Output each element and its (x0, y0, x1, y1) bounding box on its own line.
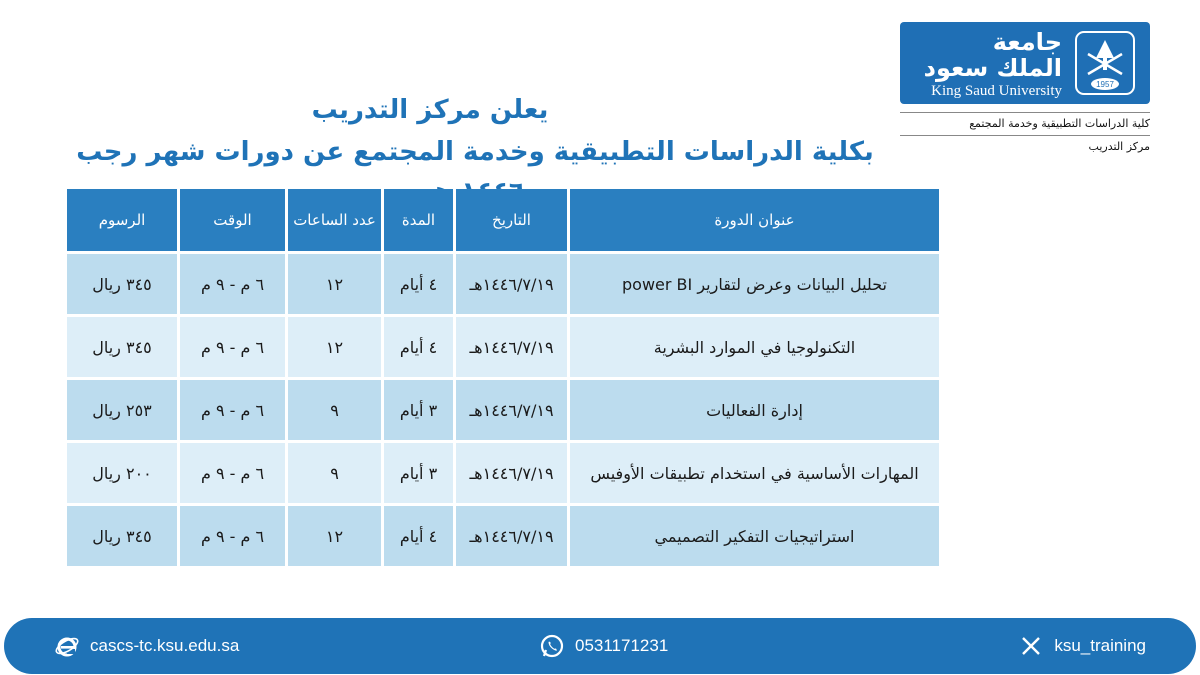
course-date: ١٤٤٦/٧/١٩هـ (453, 317, 567, 377)
table-row (67, 317, 939, 377)
university-logo (900, 22, 1150, 104)
course-duration: ٣ أيام (381, 380, 453, 440)
divider (900, 135, 1150, 136)
website-text: cascs-tc.ksu.edu.sa (90, 636, 240, 655)
course-hours: ٩ (285, 443, 381, 503)
table-row (67, 254, 939, 314)
college-name: كلية الدراسات التطبيقية وخدمة المجتمع (900, 112, 1150, 133)
course-time: ٦ م - ٩ م (177, 443, 285, 503)
course-title: المهارات الأساسية في استخدام تطبيقات الأوفيس (567, 443, 939, 503)
course-duration: ٣ أيام (381, 443, 453, 503)
x-icon (1018, 633, 1044, 659)
course-fee: ٣٤٥ ريال (67, 254, 177, 314)
course-date: ١٤٤٦/٧/١٩هـ (453, 443, 567, 503)
header-hours: عدد الساعات (285, 189, 381, 251)
course-date: ١٤٤٦/٧/١٩هـ (453, 506, 567, 566)
footer-bar (4, 618, 1196, 674)
header-date: التاريخ (453, 189, 567, 251)
center-name: مركز التدريب (1088, 140, 1150, 153)
whatsapp-icon (539, 633, 565, 659)
headline-line2: بكلية الدراسات التطبيقية وخدمة المجتمع عن دورات شهر رجب (76, 137, 874, 167)
course-fee: ٣٤٥ ريال (67, 506, 177, 566)
course-time: ٦ م - ٩ م (177, 506, 285, 566)
course-fee: ٢٥٣ ريال (67, 380, 177, 440)
course-title: استراتيجيات التفكير التصميمي (567, 506, 939, 566)
phone-text: 0531171231 (575, 636, 669, 655)
table-row (67, 443, 939, 503)
course-hours: ١٢ (285, 254, 381, 314)
table-row (67, 380, 939, 440)
internet-explorer-icon (54, 633, 80, 659)
university-logo-block (900, 22, 1150, 156)
course-time: ٦ م - ٩ م (177, 254, 285, 314)
course-time: ٦ م - ٩ م (177, 317, 285, 377)
table-header-row (67, 189, 939, 251)
logo-subtitle (900, 112, 1150, 156)
ksu-seal-icon (1070, 28, 1140, 98)
course-hours: ١٢ (285, 506, 381, 566)
course-title: تحليل البيانات وعرض لتقارير power BI (567, 254, 939, 314)
course-duration: ٤ أيام (381, 506, 453, 566)
svg-text:1957: 1957 (1096, 80, 1114, 89)
course-duration: ٤ أيام (381, 317, 453, 377)
social-link[interactable] (1018, 618, 1146, 674)
header-time: الوقت (177, 189, 285, 251)
course-date: ١٤٤٦/٧/١٩هـ (453, 254, 567, 314)
logo-arabic-line1: جامعة (992, 28, 1062, 56)
header-fee: الرسوم (67, 189, 177, 251)
headline-line1: يعلن مركز التدريب (311, 95, 549, 125)
course-title: التكنولوجيا في الموارد البشرية (567, 317, 939, 377)
course-title: إدارة الفعاليات (567, 380, 939, 440)
course-time: ٦ م - ٩ م (177, 380, 285, 440)
logo-arabic-line2: الملك سعود (923, 54, 1062, 82)
logo-english-name: King Saud University (931, 83, 1062, 99)
website-link[interactable] (54, 618, 239, 674)
courses-table (67, 186, 939, 569)
course-hours: ١٢ (285, 317, 381, 377)
course-date: ١٤٤٦/٧/١٩هـ (453, 380, 567, 440)
table-row (67, 506, 939, 566)
header-title: عنوان الدورة (567, 189, 939, 251)
social-handle-text: ksu_training (1054, 636, 1146, 655)
course-hours: ٩ (285, 380, 381, 440)
phone-contact[interactable] (539, 618, 668, 674)
course-fee: ٢٠٠ ريال (67, 443, 177, 503)
header-duration: المدة (381, 189, 453, 251)
course-fee: ٣٤٥ ريال (67, 317, 177, 377)
course-duration: ٤ أيام (381, 254, 453, 314)
